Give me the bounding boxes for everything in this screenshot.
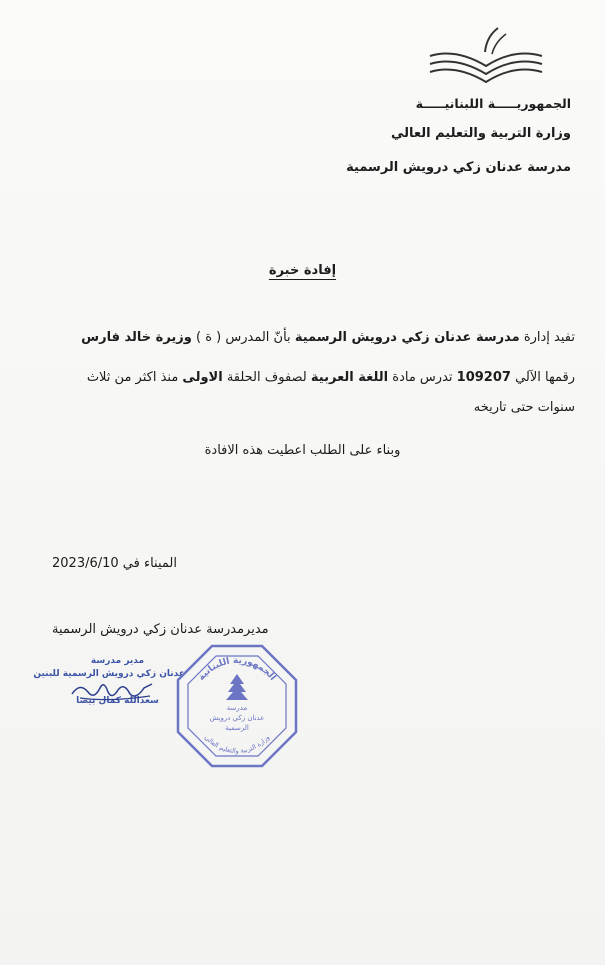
school-name: مدرسة عدنان زكي درويش الرسمية [294,330,520,345]
signature [70,676,155,704]
svg-text:وزارة التربية والتعليم العالي [203,733,271,754]
date-line: الميناء في 2023/6/10 [52,556,177,571]
seal-bottom-text: وزارة التربية والتعليم العالي [202,733,272,755]
header-ministry: وزارة التربية والتعليم العالي [390,126,571,141]
director-stamp: مدير مدرسة عدنان زكي درويش الرسمية للبنين سعدالله كمال بيضا [33,656,185,706]
body-line-2: رقمها الآلي 109207 تدرس مادة اللغة العربية لصفوف الحلقة الاولى منذ اكثر من ثلاث [86,370,575,385]
teacher-number: 109207 [456,370,511,385]
header-republic: الجمهوريـــــة اللبنانيـــــة [415,96,571,111]
seal-mid3: الرسمية [225,724,249,732]
body-line-3: سنوات حتى تاريخه [473,400,575,415]
teacher-name: وزيرة خالد فارس [81,330,192,345]
seal-mid1: مدرسة [226,704,248,712]
subject: اللغة العربية [310,370,389,385]
seal-top-text: الجمهورية اللبنانية [196,655,278,683]
header-school: مدرسة عدنان زكي درويش الرسمية [346,160,571,175]
cedar-icon [226,674,248,700]
director-title: مديرمدرسة عدنان زكي درويش الرسمية [52,622,269,637]
open-book-logo-icon [428,26,544,88]
body-line-1: تفيد إدارة مدرسة عدنان زكي درويش الرسمية بأنّ المدرس ( ة ) وزيرة خالد فارس [81,330,575,345]
seal-mid2: عدنان زكي درويش [209,714,265,722]
date-value: 2023/6/10 [52,556,119,571]
cycle: الاولى [182,370,223,385]
body-line-4: وبناء على الطلب اعطيت هذه الافادة [204,443,401,458]
document-title: إفادة خبرة [268,263,337,278]
official-seal [172,640,302,772]
